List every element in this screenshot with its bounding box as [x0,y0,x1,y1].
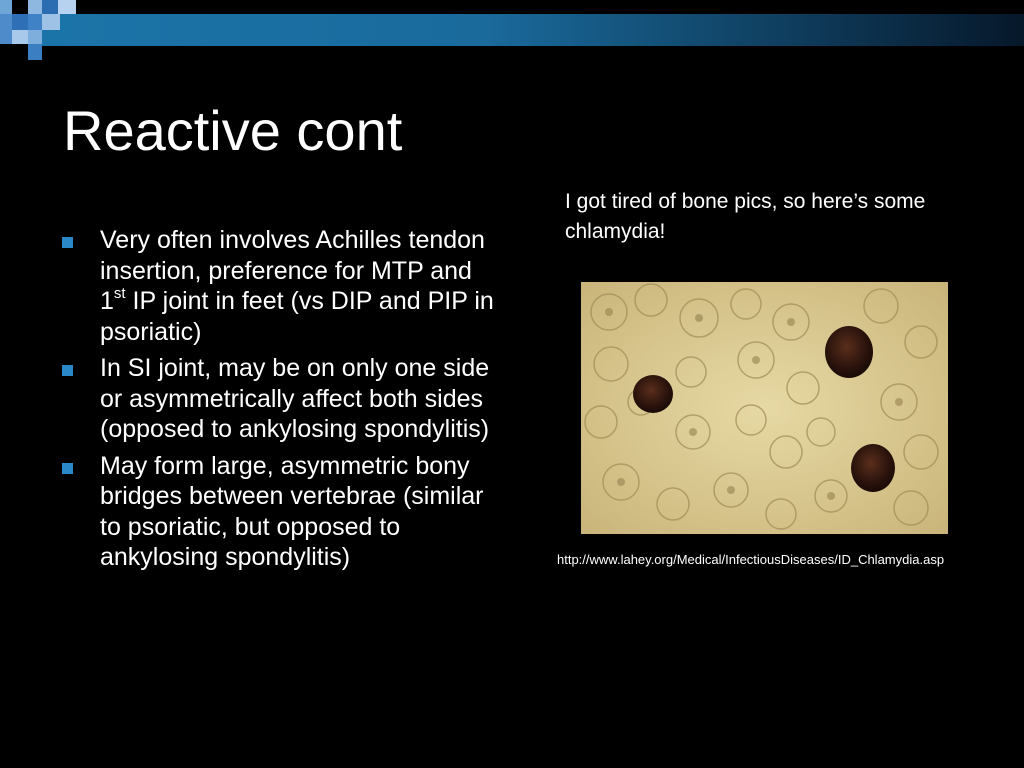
bullet-list [62,225,502,579]
header-gradient-bar [40,14,1024,46]
decor-square [42,14,60,30]
ordinal-superscript: st [113,284,126,302]
decor-square [58,0,76,14]
decor-square [0,0,12,14]
image-caption: I got tired of bone pics, so here’s some chlamydia! [565,190,926,243]
decor-square [12,14,28,30]
decor-square [28,44,42,60]
slide-title: Reactive cont [63,99,403,162]
decor-square [28,14,42,30]
bullet-item [62,451,502,573]
bullet-text: In SI joint, may be on only one side or asymmetrically affect both sides (opposed to ankylosing spondylitis) [100,354,490,443]
header-decoration [0,0,1024,60]
chlamydia-micrograph-image [581,282,948,534]
decor-square [28,0,42,14]
decor-square [12,30,28,44]
bullet-item [62,225,502,347]
bullet-item [62,353,502,445]
decor-square [0,14,12,44]
bullet-text: Very often involves Achilles tendon insertion, preference for MTP and 1 [100,226,485,315]
bullet-text: May form large, asymmetric bony bridges between vertebrae (similar to psoriatic, but opposed to ankylosing spondylitis) [100,451,484,571]
decor-square [28,30,42,44]
source-url: http://www.lahey.org/Medical/InfectiousDiseases/ID_Chlamydia.asp [557,552,945,567]
micrograph-drawing [581,282,948,534]
bullet-square-icon [62,237,73,248]
bullet-square-icon [62,463,73,474]
decor-square [42,0,58,14]
bullet-text-continued: IP joint in feet (vs DIP and PIP in psoriatic) [100,287,494,346]
bullet-square-icon [62,365,73,376]
